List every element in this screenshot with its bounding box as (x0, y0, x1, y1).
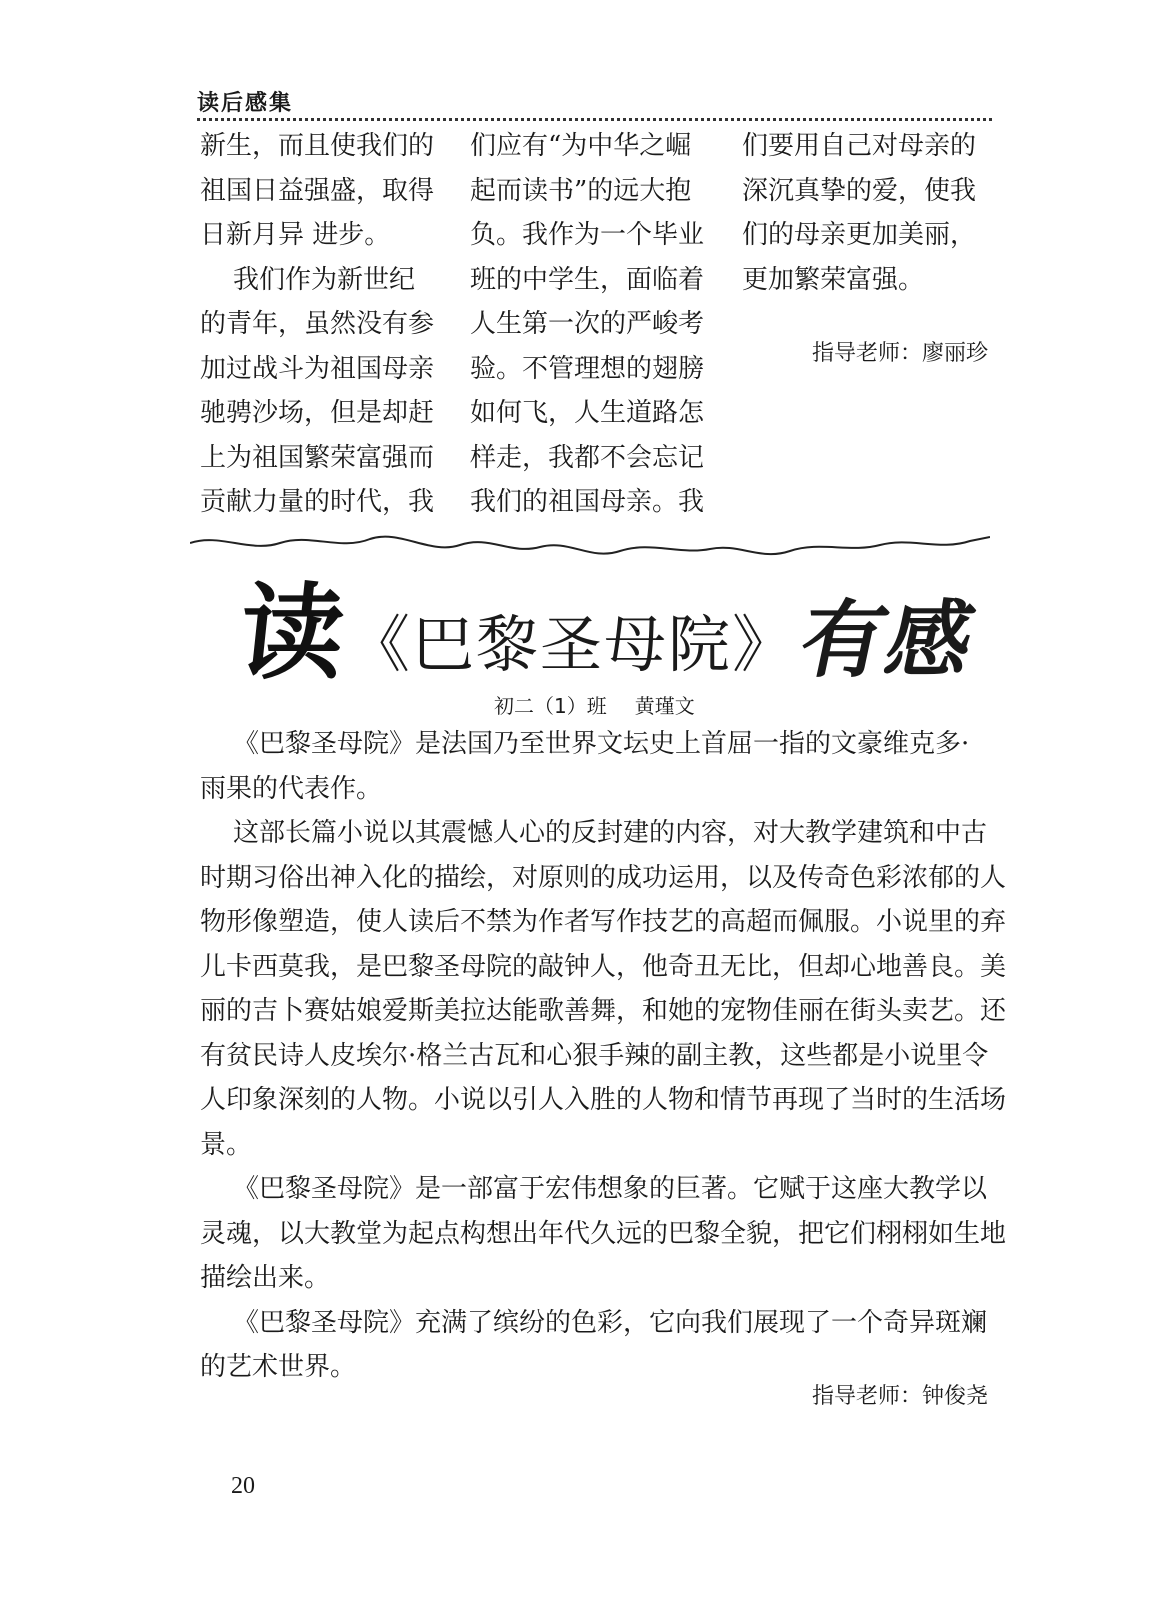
text-line: 如何飞，人生道路怎 (470, 398, 705, 428)
text-line: 样走，我都不会忘记 (470, 442, 705, 473)
text-line: 日新月异 进步。 (200, 220, 391, 250)
article1-column-2 (470, 124, 725, 525)
text-line: 贡献力量的时代，我 (200, 487, 435, 517)
text-line: 们的母亲更加美丽， (742, 220, 977, 250)
text-line: 班的中学生，面临着 (470, 264, 705, 295)
header-rule (197, 118, 992, 121)
byline (494, 690, 695, 719)
byline-class: 初二（1）班 (494, 694, 607, 718)
text-line: 负。我作为一个毕业 (470, 220, 705, 250)
text-line: 验。不管理想的翅膀 (470, 353, 705, 384)
text-line: 起而读书”的远大抱 (470, 175, 692, 206)
title-read-char: 读 (233, 571, 351, 694)
section-header: 读后感集 (197, 90, 294, 116)
text-line: 《巴黎圣母院》是法国乃至世界文坛史上首屈一指的文豪维克多· (200, 729, 970, 759)
page-number: 20 (231, 1473, 255, 1499)
text-line: 深沉真挚的爱，使我 (742, 175, 977, 206)
text-line: 我们作为新世纪 (200, 264, 416, 295)
advisor-credit: 指导老师：廖丽珍 (812, 341, 989, 366)
article1-column-3 (742, 124, 997, 302)
text-line: 灵魂，以大教堂为起点构想出年代久远的巴黎全貌，把它们栩栩如生地 (200, 1218, 1007, 1249)
article1-column-1 (200, 124, 455, 525)
text-line: 物形像塑造，使人读后不禁为作者写作技艺的高超而佩服。小说里的弃 (200, 907, 1007, 937)
text-line: 们要用自己对母亲的 (742, 131, 977, 161)
text-line: 更加繁荣富强。 (742, 264, 925, 295)
text-line: 描绘出来。 (200, 1263, 331, 1293)
text-line: 加过战斗为祖国母亲 (200, 353, 435, 384)
text-line: 驰骋沙场，但是却赶 (200, 398, 435, 428)
text-line: 新生，而且使我们的 (200, 131, 435, 161)
article-title (233, 571, 985, 694)
text-line: 的艺术世界。 (200, 1352, 357, 1382)
text-line: 丽的吉卜赛姑娘爱斯美拉达能歌善舞，和她的宠物佳丽在街头卖艺。还 (200, 996, 1007, 1026)
title-feeling-chars: 有感 (791, 590, 985, 689)
text-line: 《巴黎圣母院》充满了缤纷的色彩，它向我们展现了一个奇异斑斓 (200, 1307, 988, 1338)
text-line: 儿卡西莫我，是巴黎圣母院的敲钟人，他奇丑无比，但却心地善良。美 (200, 951, 1007, 982)
text-line: 景。 (200, 1129, 253, 1160)
text-line: 时期习俗出神入化的描绘，对原则的成功运用，以及传奇色彩浓郁的人 (200, 862, 1007, 893)
text-line: 人印象深刻的人物。小说以引人入胜的人物和情节再现了当时的生活场 (200, 1085, 1007, 1115)
text-line: 这部长篇小说以其震憾人心的反封建的内容，对大教学建筑和中古 (200, 818, 988, 848)
text-line: 《巴黎圣母院》是一部富于宏伟想象的巨著。它赋于这座大教学以 (200, 1174, 988, 1204)
text-line: 有贫民诗人皮埃尔·格兰古瓦和心狠手辣的副主教，这些都是小说里令 (200, 1040, 989, 1071)
text-line: 雨果的代表作。 (200, 773, 383, 804)
wavy-divider (190, 525, 990, 565)
text-line: 祖国日益强盛，取得 (200, 175, 435, 206)
byline-author: 黄瑾文 (634, 694, 695, 718)
text-line: 上为祖国繁荣富强而 (200, 442, 435, 473)
text-line: 们应有“为中华之崛 (470, 131, 692, 161)
title-book-name: 《巴黎圣母院》 (348, 608, 797, 681)
advisor-credit: 指导老师：钟俊尧 (812, 1384, 989, 1409)
text-line: 我们的祖国母亲。我 (470, 487, 705, 517)
text-line: 人生第一次的严峻考 (470, 309, 705, 339)
text-line: 的青年，虽然没有参 (200, 309, 435, 339)
article2-body (200, 722, 1007, 1390)
